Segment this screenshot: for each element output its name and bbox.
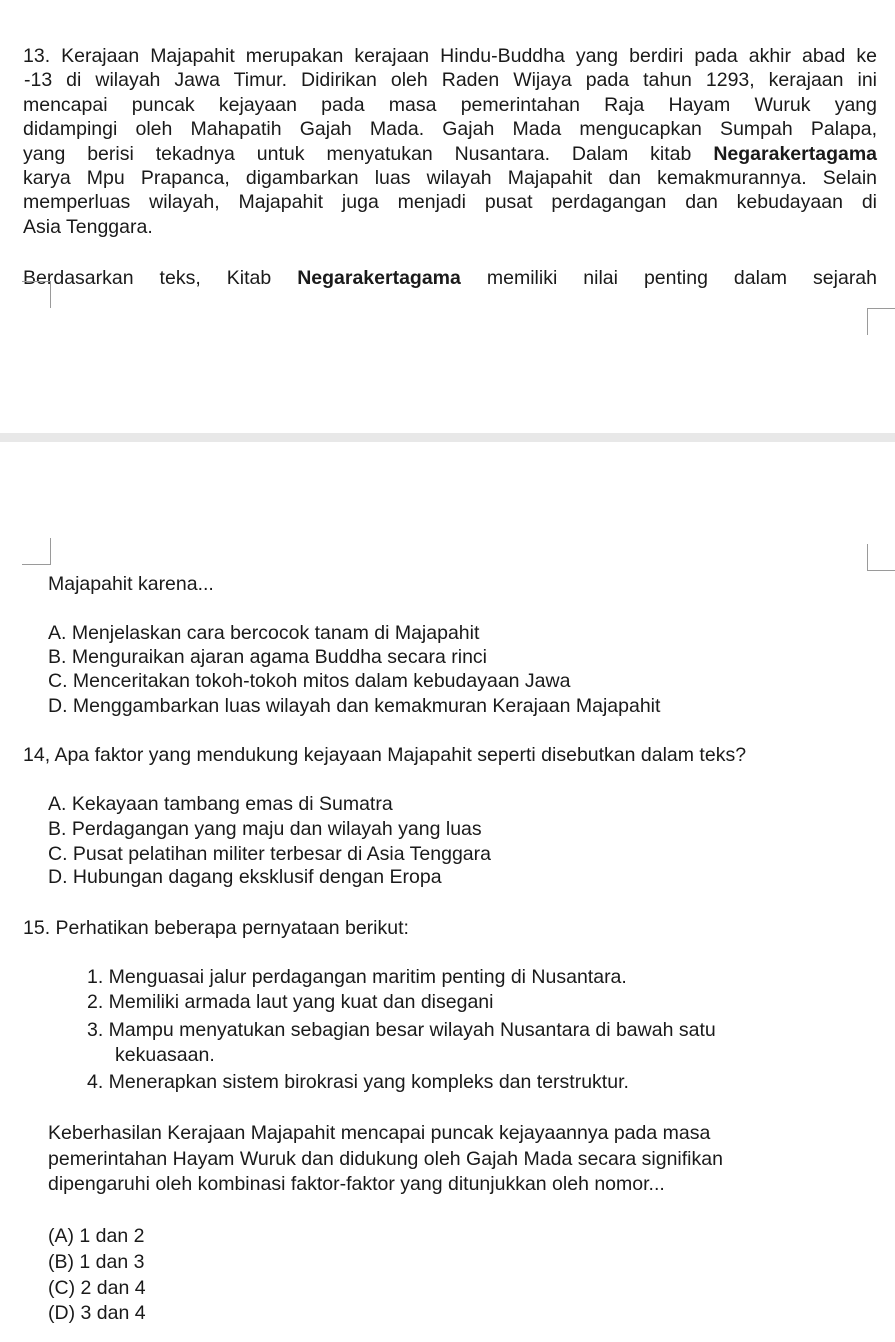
q13-line-6: karya Mpu Prapanca, digambarkan luas wilayah Majapahit dan kemakmurannya. Selain bbox=[23, 167, 877, 190]
q13-option-d[interactable]: D. Menggambarkan luas wilayah dan kemakmuran Kerajaan Majapahit bbox=[48, 695, 661, 717]
q13-line-1: 13. Kerajaan Majapahit merupakan kerajaan Hindu-Buddha yang berdiri pada akhir abad ke bbox=[23, 45, 877, 67]
q13-question-bold: Negarakertagama bbox=[297, 267, 461, 289]
q14-option-d[interactable]: D. Hubungan dagang eksklusif dengan Eropa bbox=[48, 866, 442, 888]
q13-question-part1: Berdasarkan teks, Kitab bbox=[23, 267, 272, 289]
q14-option-a[interactable]: A. Kekayaan tambang emas di Sumatra bbox=[48, 793, 393, 815]
q13-question-continued: Majapahit karena... bbox=[48, 573, 214, 595]
q15-statement-3: 3. Mampu menyatukan sebagian besar wilayah Nusantara di bawah satu bbox=[87, 1019, 716, 1041]
q15-question-line-2: pemerintahan Hayam Wuruk dan didukung oleh Gajah Mada secara signifikan bbox=[48, 1148, 723, 1170]
q13-option-c[interactable]: C. Menceritakan tokoh-tokoh mitos dalam kebudayaan Jawa bbox=[48, 670, 571, 692]
q13-line-4: didampingi oleh Mahapatih Gajah Mada. Gajah Mada mengucapkan Sumpah Palapa, bbox=[23, 118, 877, 141]
q15-statement-4: 4. Menerapkan sistem birokrasi yang kompleks dan terstruktur. bbox=[87, 1071, 629, 1093]
q15-statement-1: 1. Menguasai jalur perdagangan maritim penting di Nusantara. bbox=[87, 966, 627, 988]
q15-statement-3-cont: kekuasaan. bbox=[115, 1044, 215, 1066]
q13-question-part2: memiliki nilai penting dalam sejarah bbox=[486, 267, 877, 289]
q13-passage bbox=[23, 44, 877, 239]
q14-option-b[interactable]: B. Perdagangan yang maju dan wilayah yang luas bbox=[48, 818, 482, 840]
crop-corner-top-right bbox=[867, 308, 895, 335]
q14-question: 14, Apa faktor yang mendukung kejayaan Majapahit seperti disebutkan dalam teks? bbox=[23, 744, 747, 766]
q13-line-7: memperluas wilayah, Majapahit juga menjadi pusat perdagangan dan kebudayaan di bbox=[23, 191, 877, 214]
crop-corner-bottom-left bbox=[22, 538, 51, 565]
crop-corner-bottom-right bbox=[867, 544, 895, 571]
crop-corner-top-left bbox=[22, 281, 51, 308]
q14-option-c[interactable]: C. Pusat pelatihan militer terbesar di Asia Tenggara bbox=[48, 843, 491, 865]
q13-option-a[interactable]: A. Menjelaskan cara bercocok tanam di Majapahit bbox=[48, 622, 480, 644]
q13-question bbox=[23, 266, 877, 290]
page-divider bbox=[0, 433, 895, 442]
q15-option-a[interactable]: (A) 1 dan 2 bbox=[48, 1225, 145, 1247]
q13-option-b[interactable]: B. Menguraikan ajaran agama Buddha secara rinci bbox=[48, 646, 488, 668]
q15-option-d[interactable]: (D) 3 dan 4 bbox=[48, 1302, 146, 1324]
q15-statement-2: 2. Memiliki armada laut yang kuat dan disegani bbox=[87, 991, 494, 1013]
q13-line-8: Asia Tenggara. bbox=[23, 215, 153, 238]
q13-bold-term: Negarakertagama bbox=[713, 142, 878, 165]
q15-intro: 15. Perhatikan beberapa pernyataan berikut: bbox=[23, 917, 409, 939]
q15-question-line-1: Keberhasilan Kerajaan Majapahit mencapai puncak kejayaannya pada masa bbox=[48, 1122, 711, 1144]
q13-line-5 bbox=[23, 142, 877, 166]
q15-question-line-3: dipengaruhi oleh kombinasi faktor-faktor yang ditunjukkan oleh nomor... bbox=[48, 1173, 665, 1195]
q15-option-c[interactable]: (C) 2 dan 4 bbox=[48, 1277, 146, 1299]
q15-option-b[interactable]: (B) 1 dan 3 bbox=[48, 1251, 145, 1273]
q13-line-3: mencapai puncak kejayaan pada masa pemerintahan Raja Hayam Wuruk yang bbox=[23, 93, 877, 116]
q13-line-2: -13 di wilayah Jawa Timur. Didirikan oleh Raden Wijaya pada tahun 1293, kerajaan ini bbox=[24, 69, 877, 92]
q13-line-5-text: yang berisi tekadnya untuk menyatukan Nusantara. Dalam kitab bbox=[23, 142, 692, 165]
